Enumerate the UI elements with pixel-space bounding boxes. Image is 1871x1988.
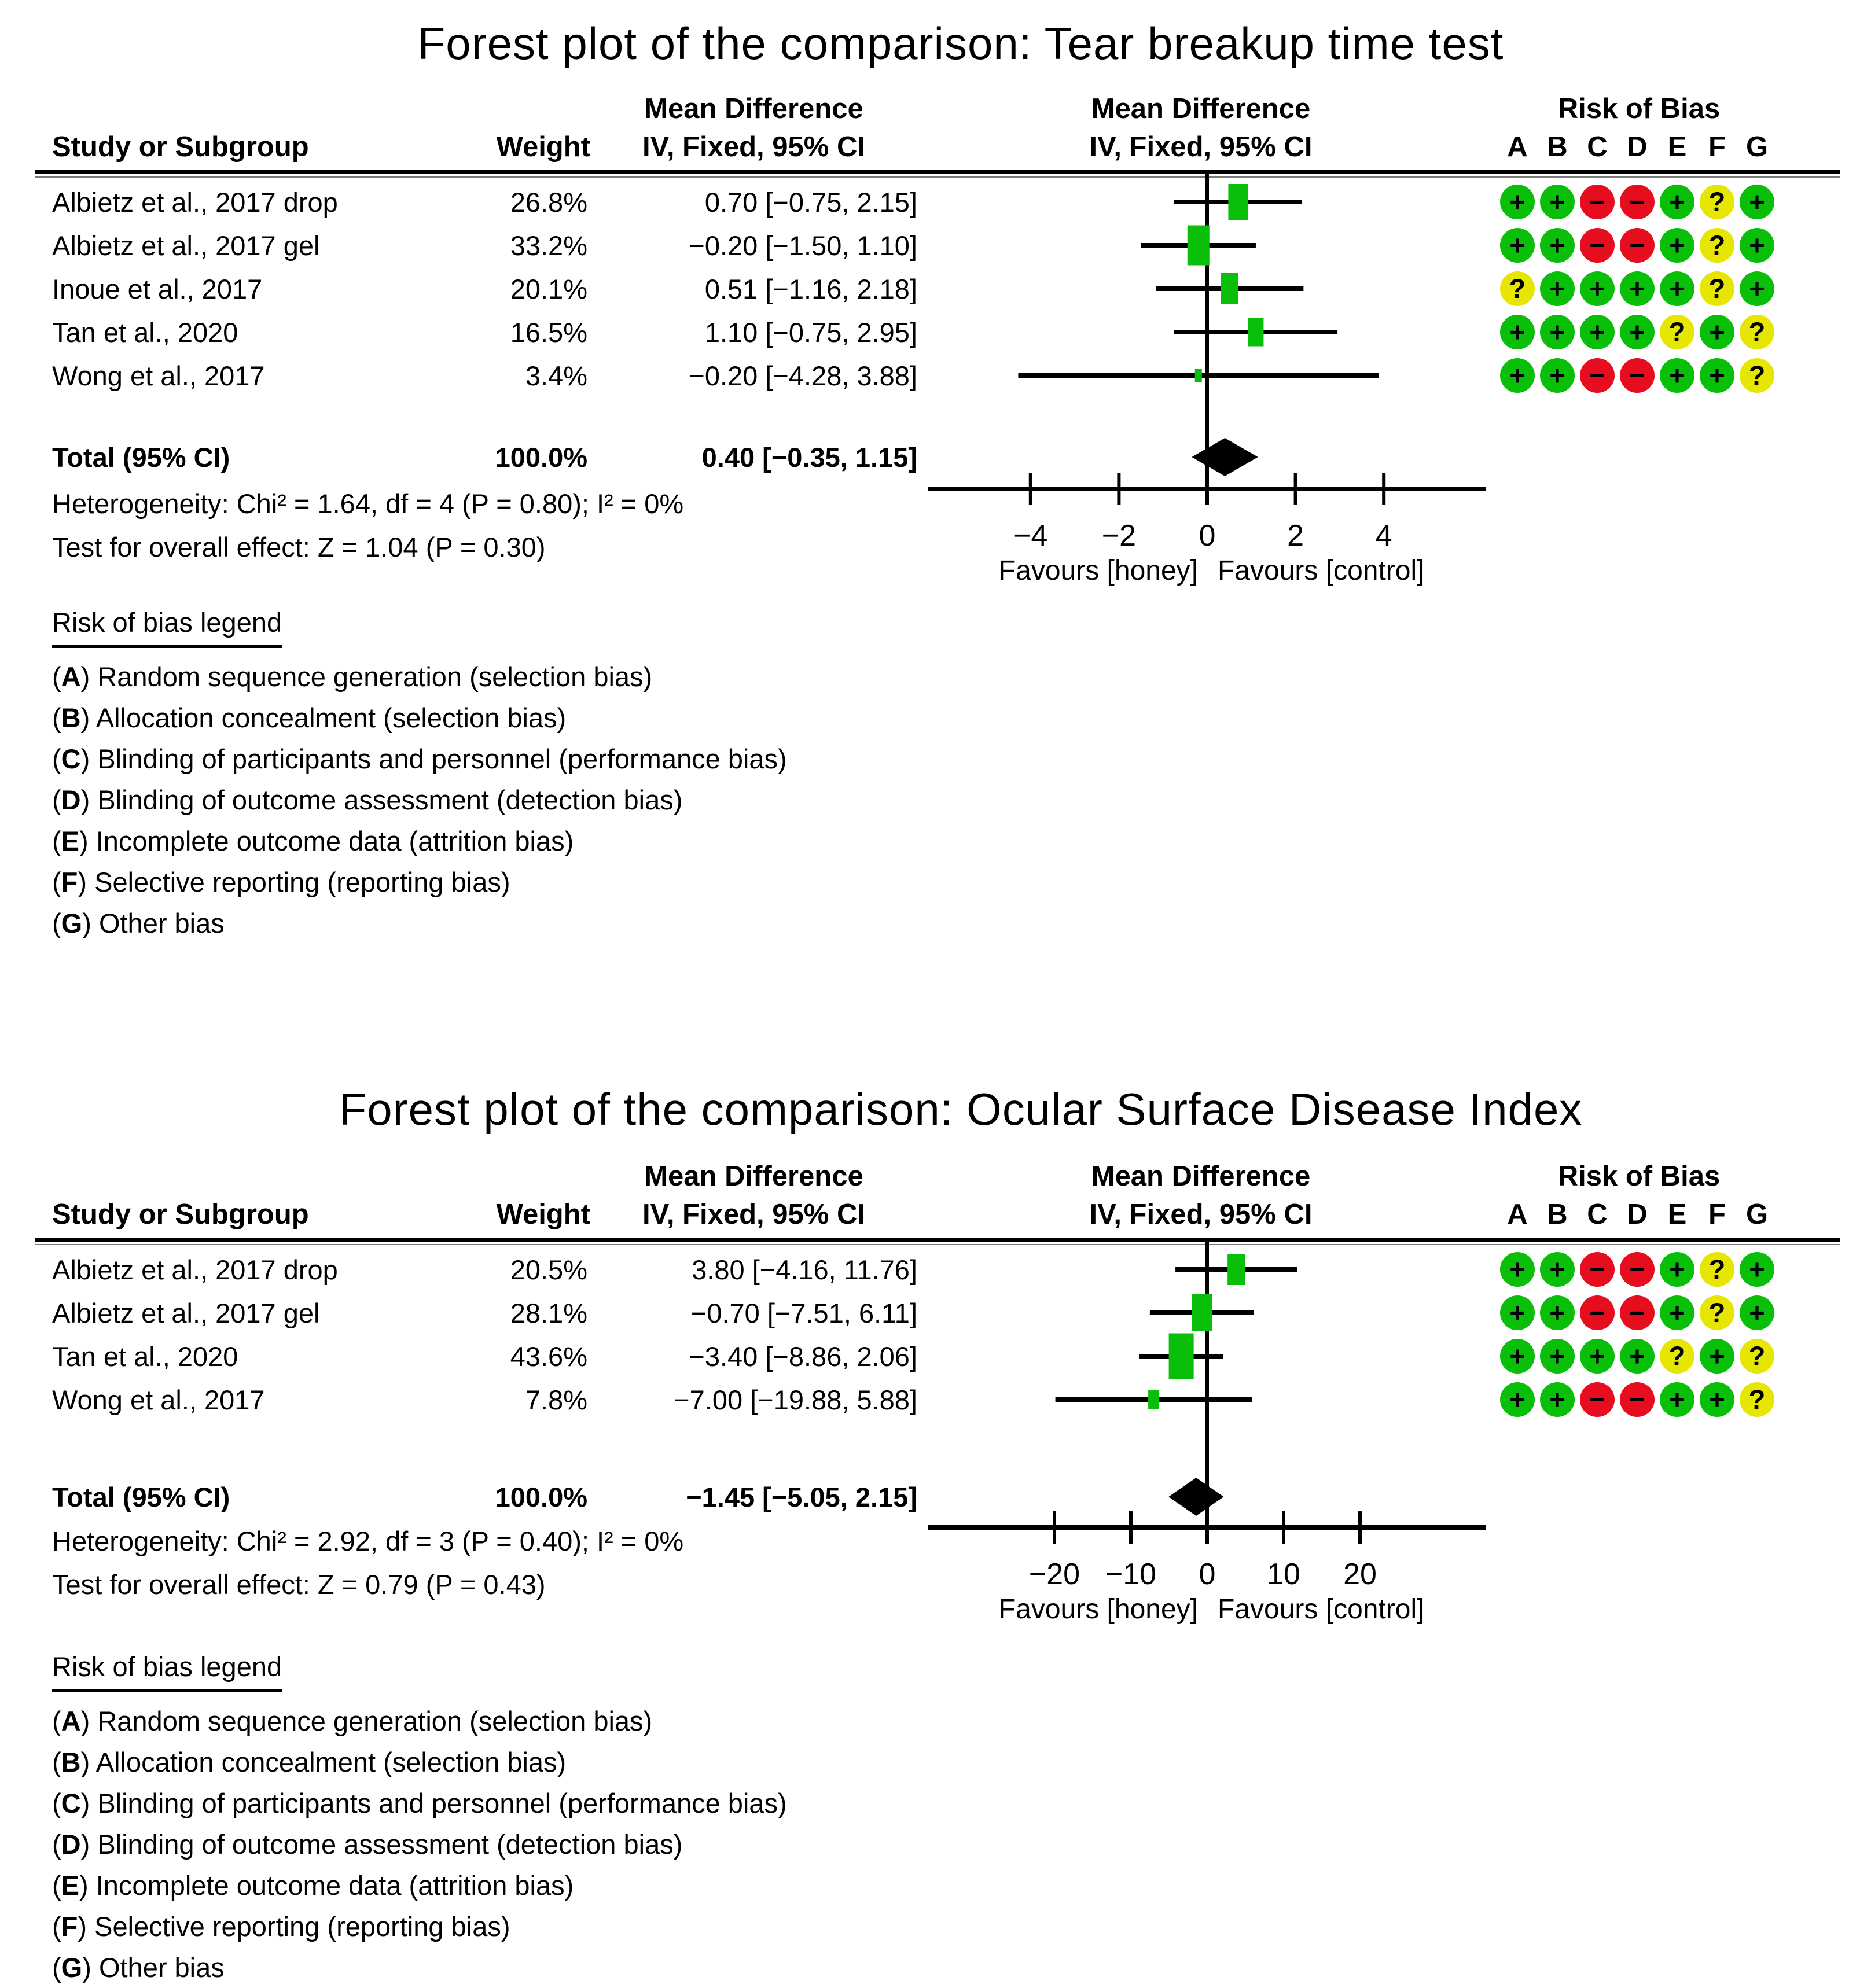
favours-left-label: Favours [honey]	[998, 1594, 1198, 1625]
favours-left-label: Favours [honey]	[998, 555, 1198, 586]
rob-legend-key: G	[61, 908, 83, 938]
rob-judgement-e: +	[1660, 228, 1694, 263]
rob-judgement-g: ?	[1740, 1382, 1774, 1417]
study-label: Albietz et al., 2017 gel	[52, 230, 320, 261]
plot1-graph-effect-header: Mean Difference	[1091, 93, 1311, 124]
plot2-total-row	[52, 1475, 917, 1519]
rob-judgement-d: −	[1620, 1252, 1655, 1287]
rob-judgement-f: ?	[1700, 1295, 1734, 1330]
study-label: Inoue et al., 2017	[52, 274, 263, 304]
rob-letter-a: A	[1507, 1199, 1528, 1230]
rob-legend-text: Blinding of participants and personnel (performance bias)	[97, 1788, 787, 1818]
rob-legend-key: A	[61, 1706, 81, 1736]
rob-judgement-a: +	[1500, 358, 1535, 393]
rob-legend-key: A	[61, 661, 81, 692]
rob-judgement-g: ?	[1740, 315, 1774, 349]
rob-legend-text: Random sequence generation (selection bias)	[97, 1706, 653, 1736]
plot2-ci-col-header: IV, Fixed, 95% CI	[642, 1199, 865, 1230]
study-row	[52, 267, 917, 311]
rob-judgement-b: +	[1540, 1252, 1575, 1287]
rob-letter-d: D	[1627, 1199, 1648, 1230]
rob-legend-key: B	[61, 702, 81, 733]
rob-judgement-b: +	[1540, 185, 1575, 219]
plot1-overall-effect: Test for overall effect: Z = 1.04 (P = 0.30)	[52, 532, 546, 562]
rob-judgement-a: +	[1500, 185, 1535, 219]
rob-legend-item: (C) Blinding of participants and personnel (performance bias)	[52, 743, 787, 774]
plot1-graph-ci-header: IV, Fixed, 95% CI	[1089, 131, 1313, 163]
favours-right-label: Favours [control]	[1218, 1594, 1425, 1625]
study-weight: 16.5%	[510, 317, 587, 348]
rob-judgement-b: +	[1540, 228, 1575, 263]
study-row	[52, 1378, 917, 1422]
rob-judgement-c: −	[1580, 1252, 1615, 1287]
total-diamond	[1192, 438, 1258, 476]
effect-square	[1248, 318, 1263, 347]
rob-judgement-g: +	[1740, 1295, 1774, 1330]
rob-legend-title: Risk of bias legend	[52, 602, 282, 648]
total-label: Total (95% CI)	[52, 442, 230, 473]
study-label: Tan et al., 2020	[52, 1341, 238, 1372]
plot1-heterogeneity: Heterogeneity: Chi² = 1.64, df = 4 (P = 0.80); I² = 0%	[52, 488, 684, 519]
effect-square	[1192, 1294, 1212, 1331]
plot1-rob-legend	[52, 602, 787, 944]
rob-legend-item: (E) Incomplete outcome data (attrition bias)	[52, 1870, 574, 1901]
rob-legend-text: Blinding of outcome assessment (detection bias)	[97, 785, 683, 815]
axis-tick-label: 2	[1287, 519, 1304, 553]
axis-tick-label: 0	[1199, 1558, 1216, 1591]
study-row	[52, 1291, 917, 1335]
rob-legend-item: (F) Selective reporting (reporting bias)	[52, 867, 510, 897]
rob-legend-title: Risk of bias legend	[52, 1646, 282, 1692]
rob-judgement-g: +	[1740, 271, 1774, 306]
rob-judgement-f: ?	[1700, 228, 1734, 263]
rob-judgement-b: +	[1540, 1339, 1575, 1374]
rob-legend-item: (G) Other bias	[52, 908, 225, 938]
rob-judgement-e: +	[1660, 271, 1694, 306]
rob-legend-text: Random sequence generation (selection bias)	[97, 661, 653, 692]
rob-legend-text: Incomplete outcome data (attrition bias)	[95, 1870, 574, 1901]
rob-legend-key: D	[61, 785, 81, 815]
rob-legend-item: (F) Selective reporting (reporting bias)	[52, 1911, 510, 1942]
rob-judgement-g: +	[1740, 185, 1774, 219]
rob-legend-item: (A) Random sequence generation (selection bias)	[52, 1706, 653, 1736]
study-weight: 33.2%	[510, 230, 587, 261]
rob-judgement-b: +	[1540, 315, 1575, 349]
study-row	[52, 311, 917, 354]
axis-tick-label: 4	[1375, 519, 1392, 553]
rob-judgement-e: +	[1660, 358, 1694, 393]
rob-judgement-a: +	[1500, 1252, 1535, 1287]
rob-legend-key: E	[61, 1870, 80, 1901]
favours-right-label: Favours [control]	[1218, 555, 1425, 586]
plot2-heterogeneity: Heterogeneity: Chi² = 2.92, df = 3 (P = 0.40); I² = 0%	[52, 1526, 684, 1556]
rob-judgement-f: +	[1700, 358, 1734, 393]
study-ci: 0.51 [−1.16, 2.18]	[704, 274, 917, 304]
rob-legend-key: C	[61, 1788, 81, 1818]
rob-legend-item: (E) Incomplete outcome data (attrition bias)	[52, 826, 574, 856]
total-weight: 100.0%	[495, 442, 587, 473]
axis-tick-label: −20	[1028, 1558, 1080, 1591]
rob-legend-text: Allocation concealment (selection bias)	[95, 1747, 567, 1777]
effect-square	[1148, 1390, 1159, 1409]
plot2-title: Forest plot of the comparison: Ocular Surface Disease Index	[339, 1084, 1583, 1135]
plot2-rob-legend	[52, 1646, 787, 1988]
rob-legend-key: B	[61, 1747, 81, 1777]
rob-letter-f: F	[1708, 1199, 1726, 1230]
plot2-weight-col-header: Weight	[496, 1199, 590, 1230]
effect-square	[1227, 1254, 1245, 1285]
rob-judgement-b: +	[1540, 358, 1575, 393]
rob-legend-item: (B) Allocation concealment (selection bias)	[52, 702, 567, 733]
study-ci: −3.40 [−8.86, 2.06]	[689, 1341, 917, 1372]
rob-judgement-f: ?	[1700, 271, 1734, 306]
plot1-title: Forest plot of the comparison: Tear breakup time test	[417, 18, 1504, 69]
rob-judgement-c: +	[1580, 1339, 1615, 1374]
study-row	[52, 354, 917, 397]
rob-judgement-d: −	[1620, 1382, 1655, 1417]
rob-judgement-f: ?	[1700, 185, 1734, 219]
rob-judgement-d: −	[1620, 228, 1655, 263]
effect-square	[1221, 273, 1238, 304]
study-label: Albietz et al., 2017 drop	[52, 187, 338, 218]
rob-legend-item: (B) Allocation concealment (selection bias)	[52, 1747, 567, 1777]
rob-legend-key: C	[61, 743, 81, 774]
study-row	[52, 224, 917, 267]
rob-judgement-d: −	[1620, 1295, 1655, 1330]
rob-legend-key: G	[61, 1952, 83, 1983]
total-weight: 100.0%	[495, 1482, 587, 1512]
rob-judgement-c: +	[1580, 315, 1615, 349]
rob-legend-item: (G) Other bias	[52, 1952, 225, 1983]
rob-judgement-g: +	[1740, 228, 1774, 263]
rob-judgement-g: +	[1740, 1252, 1774, 1287]
axis-tick-label: 0	[1199, 519, 1216, 553]
rob-legend-key: F	[61, 867, 78, 897]
rob-judgement-e: +	[1660, 185, 1694, 219]
axis-tick-label: 20	[1343, 1558, 1377, 1591]
rob-legend-key: F	[61, 1911, 78, 1942]
rob-judgement-f: ?	[1700, 1252, 1734, 1287]
study-weight: 20.1%	[510, 274, 587, 304]
study-ci: 1.10 [−0.75, 2.95]	[704, 317, 917, 348]
plot2-graph-effect-header: Mean Difference	[1091, 1161, 1311, 1192]
rob-judgement-e: +	[1660, 1382, 1694, 1417]
study-label: Wong et al., 2017	[52, 1385, 265, 1415]
axis-tick-label: −4	[1013, 519, 1048, 553]
effect-square	[1228, 184, 1248, 220]
rob-judgement-c: −	[1580, 228, 1615, 263]
total-ci: 0.40 [−0.35, 1.15]	[701, 442, 917, 473]
rob-judgement-f: +	[1700, 315, 1734, 349]
study-weight: 28.1%	[510, 1298, 587, 1328]
rob-judgement-e: +	[1660, 1252, 1694, 1287]
rob-judgement-e: ?	[1660, 315, 1694, 349]
rob-legend-text: Blinding of participants and personnel (performance bias)	[97, 743, 787, 774]
rob-judgement-a: ?	[1500, 271, 1535, 306]
study-label: Albietz et al., 2017 drop	[52, 1254, 338, 1285]
rob-letter-e: E	[1667, 131, 1687, 163]
rob-judgement-a: +	[1500, 1339, 1535, 1374]
plot2-graph-ci-header: IV, Fixed, 95% CI	[1089, 1199, 1313, 1230]
rob-legend-key: D	[61, 1829, 81, 1860]
rob-legend-key: E	[61, 826, 80, 856]
rob-judgement-d: −	[1620, 185, 1655, 219]
rob-judgement-e: +	[1660, 1295, 1694, 1330]
rob-letter-b: B	[1547, 1199, 1568, 1230]
rob-letter-c: C	[1587, 1199, 1608, 1230]
plot1-table-effect-header: Mean Difference	[644, 93, 863, 124]
rob-legend-text: Selective reporting (reporting bias)	[94, 867, 510, 897]
rob-judgement-e: ?	[1660, 1339, 1694, 1374]
rob-legend-text: Selective reporting (reporting bias)	[94, 1911, 510, 1942]
rob-legend-text: Blinding of outcome assessment (detection bias)	[97, 1829, 683, 1860]
effect-square	[1195, 369, 1202, 382]
rob-judgement-a: +	[1500, 315, 1535, 349]
study-row	[52, 181, 917, 224]
total-ci: −1.45 [−5.05, 2.15]	[686, 1482, 917, 1512]
rob-judgement-c: −	[1580, 1382, 1615, 1417]
rob-letter-g: G	[1745, 131, 1769, 163]
rob-legend-text: Allocation concealment (selection bias)	[95, 702, 567, 733]
rob-letter-f: F	[1708, 131, 1726, 163]
rob-judgement-c: −	[1580, 185, 1615, 219]
plot1-total-row	[52, 436, 917, 479]
rob-legend-text: Other bias	[98, 1952, 225, 1983]
study-weight: 3.4%	[525, 360, 587, 391]
plot1-risk-of-bias-header: Risk of Bias	[1557, 93, 1721, 124]
forest-plot-graph	[909, 172, 1534, 635]
study-weight: 43.6%	[510, 1341, 587, 1372]
rob-legend-item: (D) Blinding of outcome assessment (detection bias)	[52, 1829, 683, 1860]
plot2-table-effect-header: Mean Difference	[644, 1161, 863, 1192]
rob-judgement-g: ?	[1740, 1339, 1774, 1374]
study-label: Albietz et al., 2017 gel	[52, 1298, 320, 1328]
study-ci: −0.20 [−1.50, 1.10]	[689, 230, 917, 261]
study-ci: 3.80 [−4.16, 11.76]	[692, 1254, 917, 1285]
plot2-risk-of-bias-header: Risk of Bias	[1557, 1161, 1721, 1192]
rob-legend-item: (A) Random sequence generation (selection bias)	[52, 661, 653, 692]
study-ci: 0.70 [−0.75, 2.15]	[704, 187, 917, 218]
rob-letter-c: C	[1587, 131, 1608, 163]
rob-judgement-a: +	[1500, 1295, 1535, 1330]
axis-tick-label: −2	[1101, 519, 1137, 553]
rob-judgement-a: +	[1500, 228, 1535, 263]
study-weight: 26.8%	[510, 187, 587, 218]
forest-plot-graph	[909, 1240, 1534, 1674]
axis-tick-label: 10	[1267, 1558, 1300, 1591]
plot2-overall-effect: Test for overall effect: Z = 0.79 (P = 0.43)	[52, 1569, 546, 1600]
rob-letter-g: G	[1745, 1199, 1769, 1230]
rob-legend-item: (C) Blinding of participants and personnel (performance bias)	[52, 1788, 787, 1818]
total-diamond	[1168, 1478, 1223, 1516]
rob-legend-text: Incomplete outcome data (attrition bias)	[95, 826, 574, 856]
plot2-study-col-header: Study or Subgroup	[52, 1199, 309, 1230]
rob-judgement-g: ?	[1740, 358, 1774, 393]
rob-judgement-d: +	[1620, 1339, 1655, 1374]
rob-judgement-d: +	[1620, 271, 1655, 306]
plot1-weight-col-header: Weight	[496, 131, 590, 163]
axis-tick-label: −10	[1105, 1558, 1157, 1591]
study-weight: 20.5%	[510, 1254, 587, 1285]
rob-judgement-c: −	[1580, 1295, 1615, 1330]
study-weight: 7.8%	[525, 1385, 587, 1415]
study-ci: −7.00 [−19.88, 5.88]	[674, 1385, 917, 1415]
study-ci: −0.20 [−4.28, 3.88]	[689, 360, 917, 391]
rob-judgement-f: +	[1700, 1382, 1734, 1417]
rob-judgement-d: +	[1620, 315, 1655, 349]
study-ci: −0.70 [−7.51, 6.11]	[690, 1298, 917, 1328]
rob-judgement-a: +	[1500, 1382, 1535, 1417]
study-row	[52, 1335, 917, 1378]
study-row	[52, 1248, 917, 1291]
effect-square	[1188, 226, 1210, 266]
rob-letter-e: E	[1667, 1199, 1687, 1230]
rob-judgement-f: +	[1700, 1339, 1734, 1374]
rob-legend-item: (D) Blinding of outcome assessment (detection bias)	[52, 785, 683, 815]
effect-square	[1169, 1334, 1194, 1379]
rob-judgement-b: +	[1540, 1382, 1575, 1417]
study-label: Tan et al., 2020	[52, 317, 238, 348]
total-label: Total (95% CI)	[52, 1482, 230, 1512]
rob-legend-text: Other bias	[98, 908, 225, 938]
rob-letter-b: B	[1547, 131, 1568, 163]
rob-letter-a: A	[1507, 131, 1528, 163]
rob-judgement-b: +	[1540, 1295, 1575, 1330]
study-label: Wong et al., 2017	[52, 360, 265, 391]
rob-letter-d: D	[1627, 131, 1648, 163]
rob-judgement-c: −	[1580, 358, 1615, 393]
plot1-study-col-header: Study or Subgroup	[52, 131, 309, 163]
plot1-ci-col-header: IV, Fixed, 95% CI	[642, 131, 865, 163]
rob-judgement-b: +	[1540, 271, 1575, 306]
rob-judgement-c: +	[1580, 271, 1615, 306]
rob-judgement-d: −	[1620, 358, 1655, 393]
